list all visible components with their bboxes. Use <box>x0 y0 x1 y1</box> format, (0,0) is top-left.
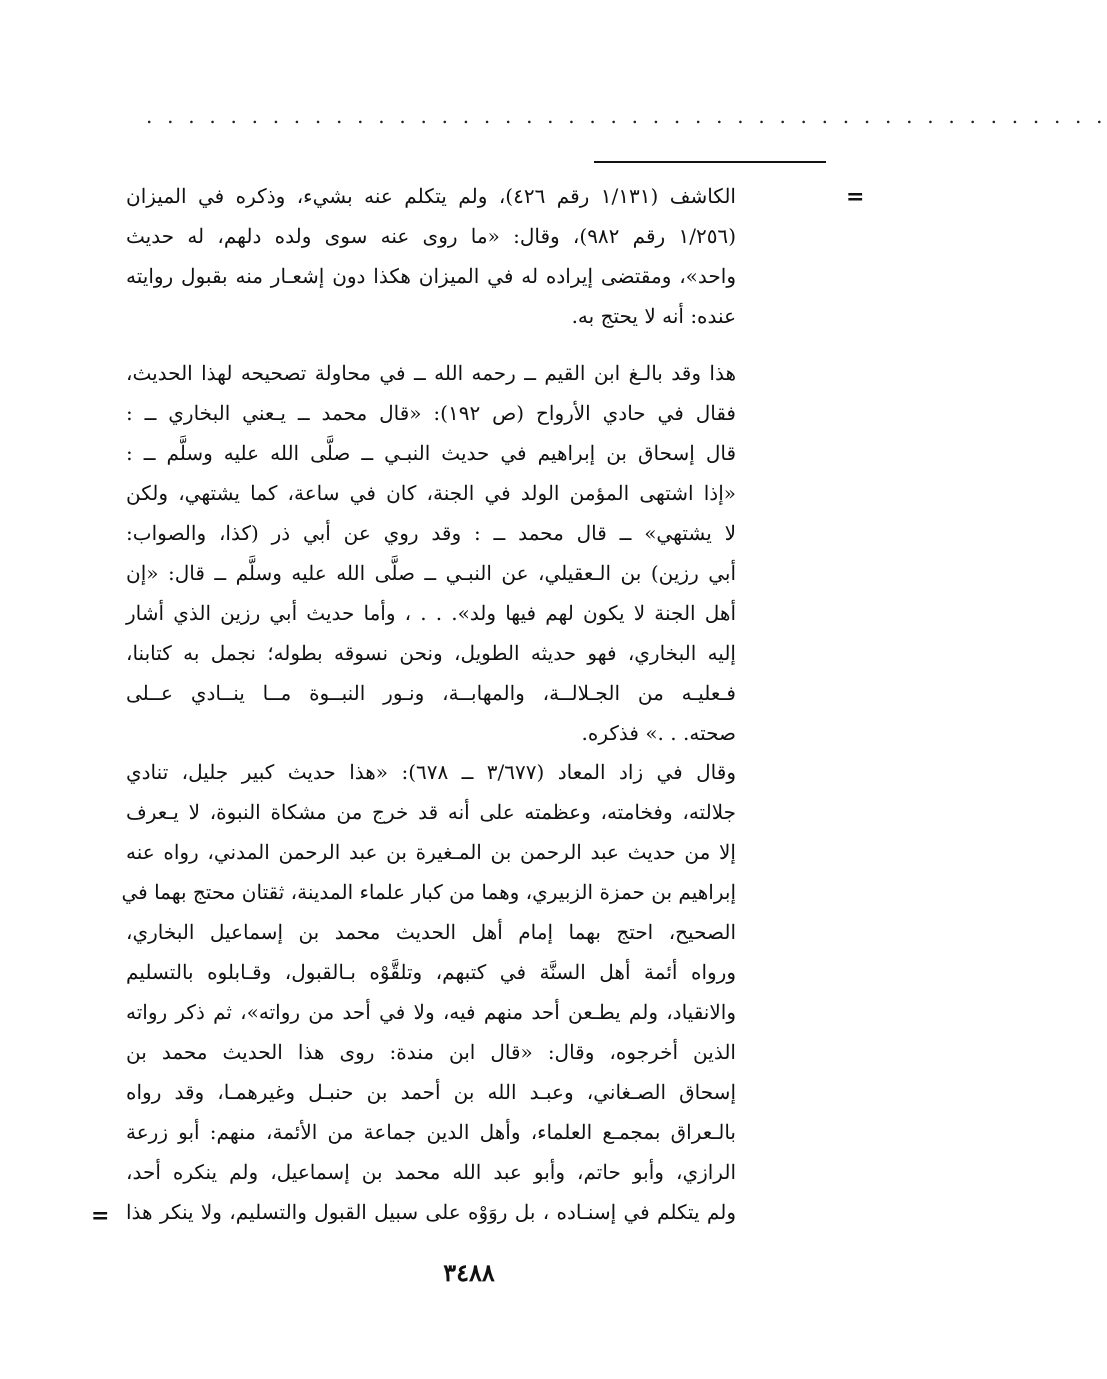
text-line: الصحيح، احتج بهما إمام أهل الحديث محمد بن إسماعيل البخاري، <box>126 920 736 944</box>
text-line: والانقياد، ولم يطـعن أحد منهم فيه، ولا في أحد من رواته»، ثم ذكر رواته <box>126 1000 736 1024</box>
text-line: بالـعراق بمجمـع العلماء، وأهل الدين جماعة من الأئمة، منهم: أبو زرعة <box>126 1120 736 1144</box>
text-line: أهل الجنة لا يكون لهم فيها ولد». . . ، وأما حديث أبي رزين الذي أشار <box>126 601 736 625</box>
text-line: الكاشف (١/١٣١ رقم ٤٢٦)، ولم يتكلم عنه بشيء، وذكره في الميزان <box>126 184 736 208</box>
text-line: إليه البخاري، فهو حديثه الطويل، ونحن نسوقه بطوله؛ نجمل به كتابنا، <box>126 641 736 665</box>
text-line: جلالته، وفخامته، وعظمته على أنه قد خرج من مشكاة النبوة، لا يـعرف <box>126 800 736 824</box>
text-line: ولم يتكلم في إسنـاده ، بل روَوْه على سبيل القبول والتسليم، ولا ينكر هذا <box>126 1200 736 1224</box>
text-line: إبراهيم بن حمزة الزبيري، وهما من كبار علماء المدينة، ثقتان محتج بهما في <box>121 880 736 904</box>
text-line: فـعليـه من الجـلالــة، والمهابــة، ونـور النبــوة مــا ينــادي عــلى <box>126 681 736 705</box>
text-line: إلا من حديث عبد الرحمن بن المـغيرة بن عبد الرحمن المدني، رواه عنه <box>126 840 736 864</box>
text-line: هذا وقد بالـغ ابن القيم ــ رحمه الله ــ في محاولة تصحيحه لهذا الحديث، <box>126 361 736 385</box>
text-line: لا يشتهي» ــ قال محمد ــ : وقد روي عن أبي ذر (كذا، والصواب: <box>126 521 736 545</box>
footnote-block <box>126 176 736 336</box>
paragraph-ibn-qayyim <box>126 353 736 753</box>
text-line: ورواه أئمة أهل السنَّة في كتبهم، وتلقَّوْه بـالقبول، وقـابلوه بالتسليم <box>126 960 736 984</box>
text-line: فقال في حادي الأرواح (ص ١٩٢): «قال محمد ــ يـعني البخاري ــ : <box>126 401 736 425</box>
text-line: الرازي، وأبو حاتم، وأبو عبد الله محمد بن إسماعيل، ولم ينكره أحد، <box>126 1160 736 1184</box>
continuation-mark-bottom: = <box>91 1203 110 1229</box>
footnote-rule <box>594 161 826 163</box>
text-line: قال إسحاق بن إبراهيم في حديث النبـي ــ صلَّى الله عليه وسلَّم ــ : <box>126 441 736 465</box>
text-line: أبي رزين) بن الـعقيلي، عن النبـي ــ صلَّى الله عليه وسلَّم ــ قال: «إن <box>126 561 736 585</box>
dotted-separator: . . . . . . . . . . . . . . . . . . . . . . . . . . . . . . . . . . . . . . . . . . . . . . <box>146 104 1107 128</box>
text-line: إسحاق الصـغاني، وعبـد الله بن أحمد بن حنبـل وغيرهمـا، وقد رواه <box>126 1080 736 1104</box>
text-line: «إذا اشتهى المؤمن الولد في الجنة، كان في ساعة، كما يشتهي، ولكن <box>126 481 736 505</box>
text-line: وقال في زاد المعاد (٣/٦٧٧ ــ ٦٧٨): «هذا حديث كبير جليل، تنادي <box>126 760 736 784</box>
page-number: ٣٤٨٨ <box>443 1258 495 1287</box>
text-line: الذين أخرجوه، وقال: «قال ابن مندة: روى هذا الحديث محمد بن <box>126 1040 736 1064</box>
text-line: (١/٢٥٦ رقم ٩٨٢)، وقال: «ما روى عنه سوى ولده دلهم، له حديث <box>126 224 736 248</box>
text-line: واحد»، ومقتضى إيراده له في الميزان هكذا دون إشعـار منه بقبول روايته <box>126 264 736 288</box>
text-line: صحته. . .» فذكره. <box>581 721 736 745</box>
paragraph-zad-al-maad <box>121 752 736 1232</box>
text-line: عنده: أنه لا يحتج به. <box>571 304 736 328</box>
continuation-mark-top: = <box>846 184 865 210</box>
